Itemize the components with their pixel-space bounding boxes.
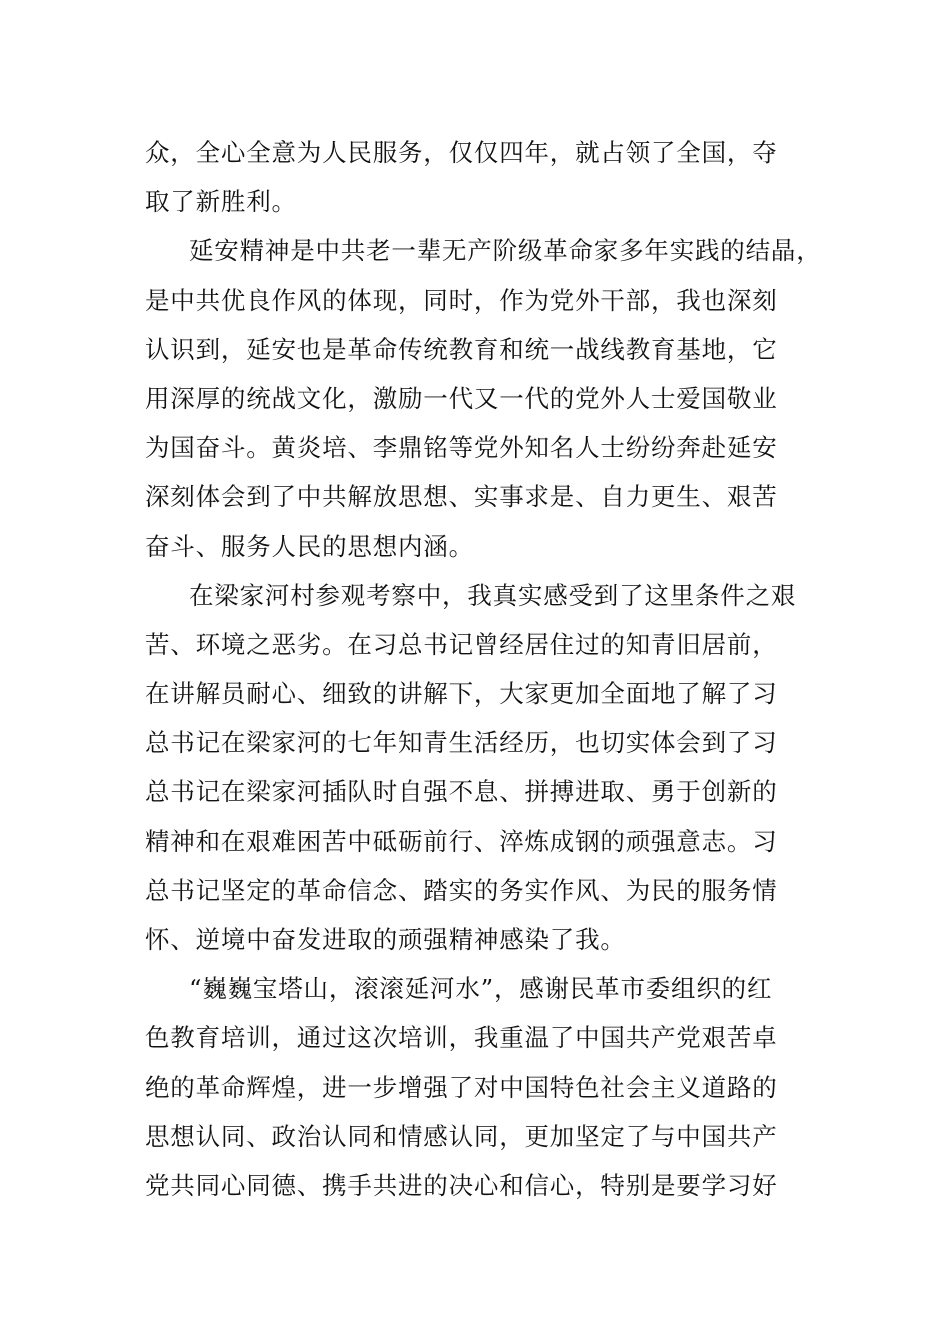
paragraph-start-line: 延安精神是中共老一辈无产阶级革命家多年实践的结晶， [189, 236, 822, 266]
text-line: 党共同心同德、携手共进的决心和信心，特别是要学习好 [145, 1170, 778, 1200]
text-line: 认识到，延安也是革命传统教育和统一战线教育基地，它 [145, 334, 778, 364]
text-line: 深刻体会到了中共解放思想、实事求是、自力更生、艰苦 [145, 482, 778, 512]
text-line: 思想认同、政治认同和情感认同，更加坚定了与中国共产 [145, 1121, 778, 1151]
text-line: 总书记在梁家河插队时自强不息、拼搏进取、勇于创新的 [145, 777, 778, 807]
text-line: 取了新胜利。 [145, 187, 297, 217]
text-line: 苦、环境之恶劣。在习总书记曾经居住过的知青旧居前， [145, 629, 778, 659]
paragraph-start-line: 在梁家河村参观考察中，我真实感受到了这里条件之艰 [189, 580, 797, 610]
text-line: 在讲解员耐心、细致的讲解下，大家更加全面地了解了习 [145, 679, 778, 709]
text-line: 精神和在艰难困苦中砥砺前行、淬炼成钢的顽强意志。习 [145, 826, 778, 856]
text-line: 用深厚的统战文化，激励一代又一代的党外人士爱国敬业 [145, 383, 778, 413]
text-line: 色教育培训，通过这次培训，我重温了中国共产党艰苦卓 [145, 1023, 778, 1053]
text-line: 总书记坚定的革命信念、踏实的务实作风、为民的服务情 [145, 875, 778, 905]
text-line: 为国奋斗。黄炎培、李鼎铭等党外知名人士纷纷奔赴延安 [145, 433, 778, 463]
text-line: 怀、逆境中奋发进取的顽强精神感染了我。 [145, 925, 626, 954]
text-line: 奋斗、服务人民的思想内涵。 [145, 531, 474, 561]
text-line: 众，全心全意为人民服务，仅仅四年，就占领了全国，夺 [145, 138, 778, 167]
text-line: 绝的革命辉煌，进一步增强了对中国特色社会主义道路的 [145, 1072, 778, 1102]
paragraph-start-line: “巍巍宝塔山，滚滚延河水”，感谢民革市委组织的红 [189, 974, 773, 1004]
text-line: 总书记在梁家河的七年知青生活经历，也切实体会到了习 [145, 728, 778, 758]
body-text [145, 128, 835, 1210]
text-line: 是中共优良作风的体现，同时，作为党外干部，我也深刻 [145, 285, 778, 315]
